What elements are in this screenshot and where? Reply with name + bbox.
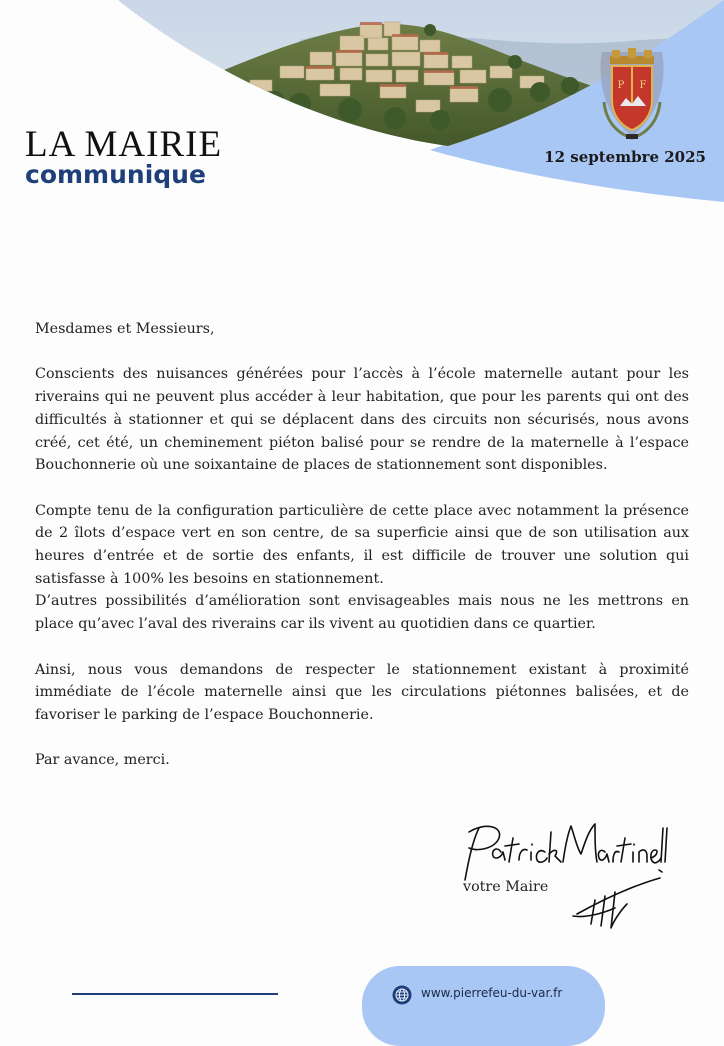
letter-body [35,318,689,795]
footer-divider [72,993,278,995]
paragraph: D’autres possibilités d’amélioration sont envisageables mais nous ne les mettrons en place qu’avec l’aval des riverains car ils vivent au quotidien dans ce quartier. [35,593,689,633]
closing: Par avance, merci. [35,752,170,769]
handwritten-signature [455,818,670,933]
paragraph: Conscients des nuisances générées pour l’accès à l’école maternelle autant pour les riverains qui ne peuvent plus accéder à leur habitation, que pour les parents qui ont des difficultés à stationner et qui se déplacent dans des circuits non sécurisés, nous avons créé, cet été, un cheminement piéton balisé pour se rendre de la maternelle à l’espace Bouchonnerie où une soixantaine de places de stationnement sont disponibles. [35,366,689,474]
signatory-role: votre Maire [463,879,549,895]
globe-icon [392,985,412,1005]
page-title: LA MAIRIE [25,124,223,165]
paragraph: Compte tenu de la configuration particulière de cette place avec notamment la présence de 2 îlots d’espace vert en son centre, de sa superficie ainsi que de son utilisation aux heures d’entrée et de sortie des enfants, il est difficile de trouver une solution qui satisfasse à 100% les besoins en stationnement. [35,502,689,587]
greeting: Mesdames et Messieurs, [35,321,215,337]
page-subtitle: communique [25,160,206,189]
signature-block [455,818,670,933]
website-link[interactable]: www.pierrefeu-du-var.fr [421,986,563,1000]
svg-text:P: P [617,80,625,91]
paragraph: Ainsi, nous vous demandons de respecter le stationnement existant à proximité immédiate de l’école maternelle ainsi que les circulations piétonnes balisées, et de favoriser le parking de l’espace Bouchonnerie. [35,661,689,723]
letter-date: 12 septembre 2025 [544,148,706,166]
svg-text:F: F [639,80,647,91]
footer-banner [362,966,605,1046]
